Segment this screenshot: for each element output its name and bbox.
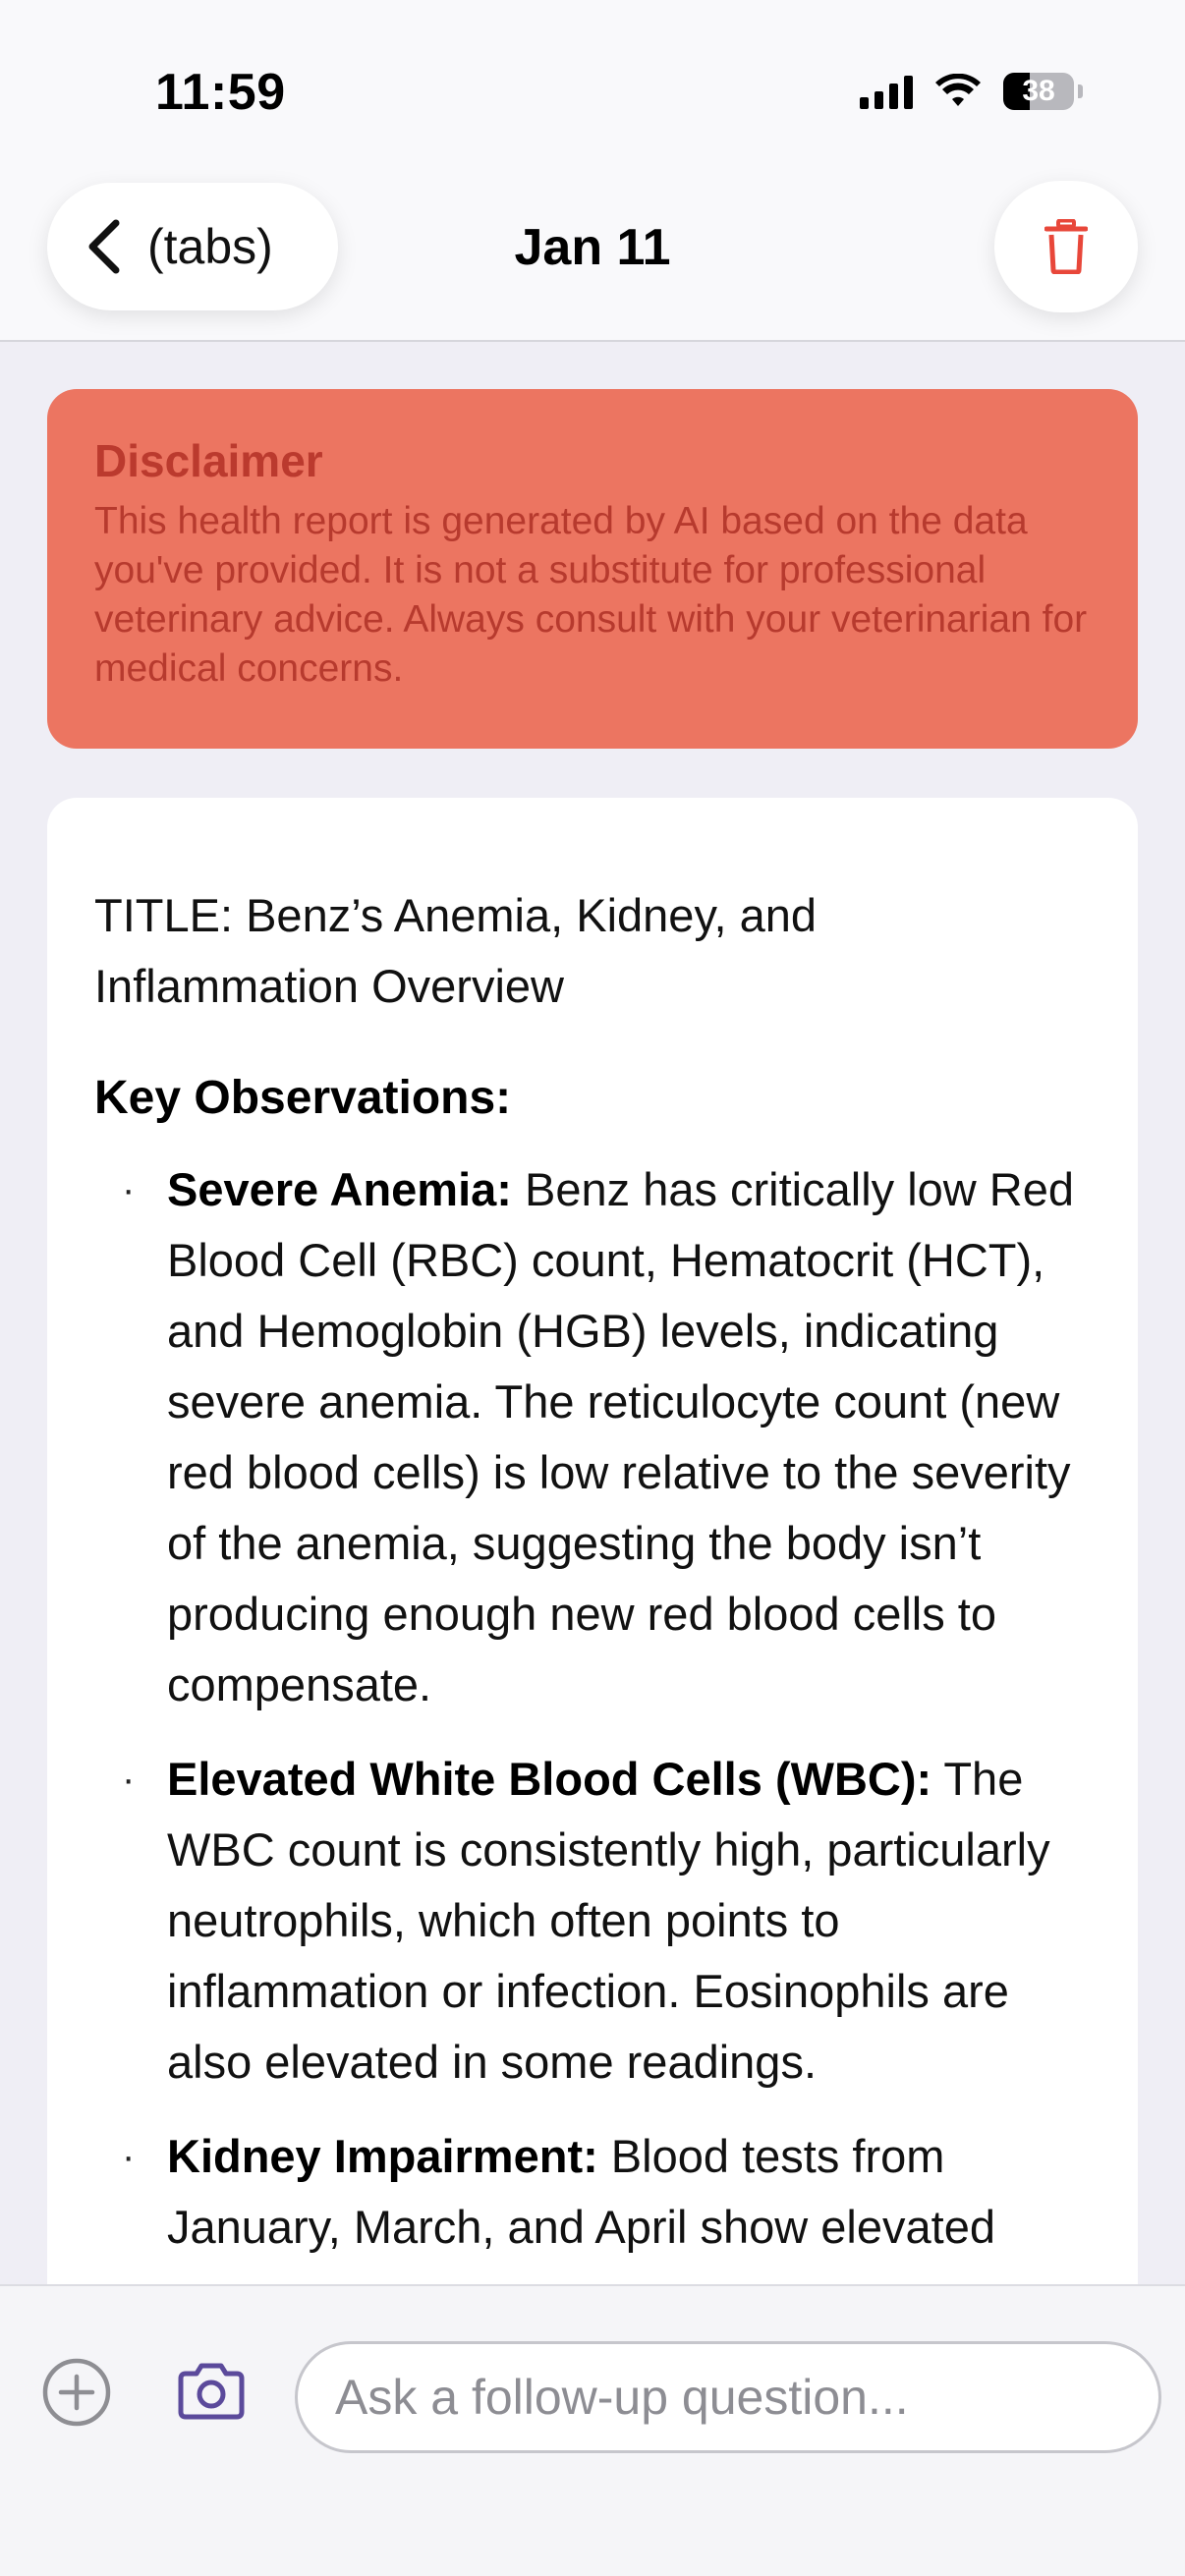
observation-text: Benz has critically low Red Blood Cell (RBC) count, Hematocrit (HCT), and Hemoglobin (HGB) levels, indicating severe anemia. The reticulocyte count (new red blood cells) is low relative to the severity of the anemia, suggesting the body isn’t producing enough new red blood cells to compensate. — [167, 1163, 1075, 1710]
observation-term: Elevated White Blood Cells (WBC): — [167, 1753, 932, 1805]
composer-bar — [0, 2284, 1185, 2576]
observation-text: The WBC count is consistently high, particularly neutrophils, which often points to inflammation or infection. Eosinophils are also elevated in some readings. — [167, 1753, 1050, 2088]
back-label: (tabs) — [147, 219, 273, 274]
cellular-signal-icon — [860, 74, 913, 109]
bullet: · — [122, 1168, 136, 1211]
observations-list — [94, 1154, 1091, 2263]
bullet: · — [122, 2135, 136, 2178]
disclaimer-banner — [47, 389, 1138, 749]
observation-text: Blood tests from January, March, and April show elevated — [167, 2130, 995, 2253]
follow-up-input[interactable] — [295, 2341, 1161, 2453]
status-icons — [860, 73, 1083, 110]
disclaimer-body: This health report is generated by AI based on the data you've provided. It is not a substitute for professional veterinary advice. Always consult with your veterinarian for medical concerns. — [94, 500, 1088, 690]
battery-icon — [1003, 73, 1074, 110]
list-item — [94, 2121, 1091, 2263]
report-title: TITLE: Benz’s Anemia, Kidney, and Inflammation Overview — [94, 889, 817, 1012]
observation-term: Kidney Impairment: — [167, 2130, 598, 2182]
header — [0, 0, 1185, 342]
section-heading: Key Observations: — [94, 1072, 512, 1124]
wifi-icon — [934, 74, 982, 109]
bullet: · — [122, 1758, 136, 1801]
battery-level: 38 — [1022, 75, 1055, 107]
list-item — [94, 1744, 1091, 2098]
trash-icon — [1044, 219, 1088, 274]
list-item — [94, 1154, 1091, 1720]
status-time: 11:59 — [155, 64, 286, 121]
disclaimer-title: Disclaimer — [94, 435, 323, 486]
camera-icon[interactable] — [175, 2361, 248, 2422]
plus-circle-icon[interactable] — [41, 2357, 112, 2428]
observation-term: Severe Anemia: — [167, 1163, 512, 1215]
battery-tip — [1078, 84, 1083, 98]
page-title: Jan 11 — [514, 219, 671, 276]
delete-button[interactable] — [994, 181, 1138, 312]
